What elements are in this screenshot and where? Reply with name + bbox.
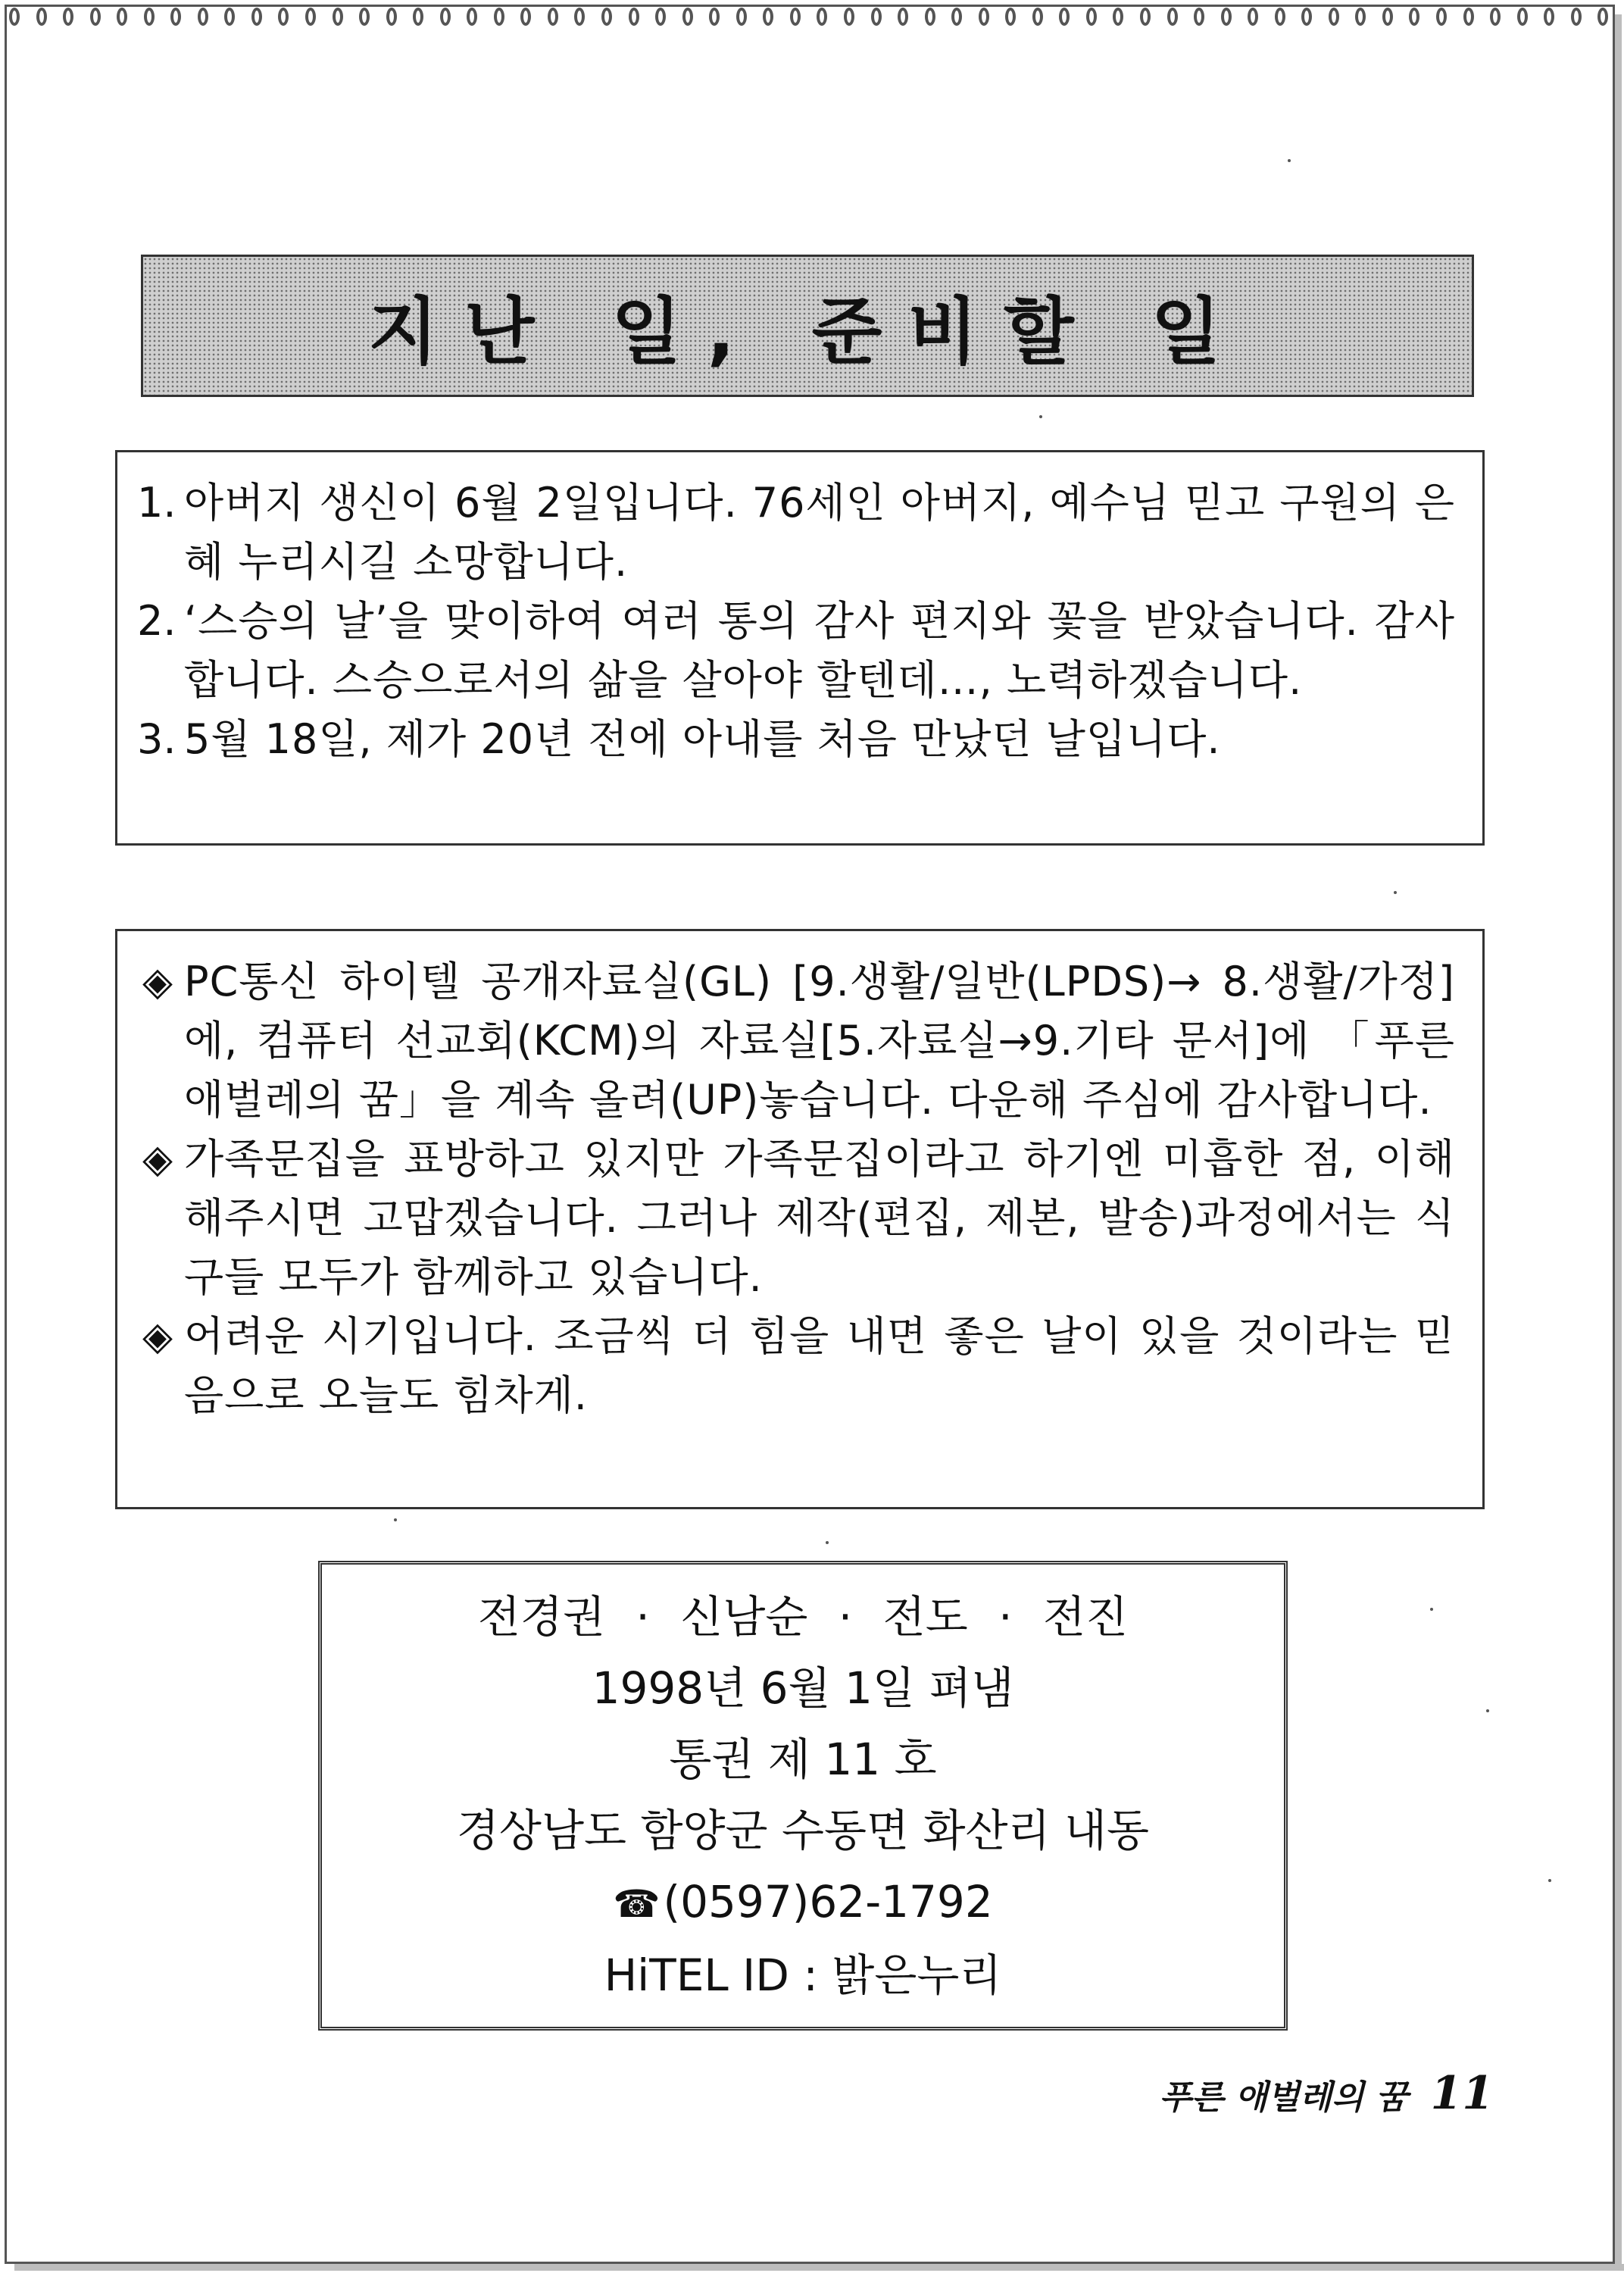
page-footer [1159,2067,1494,2120]
page-title: 지난 일, 준비할 일 [368,289,1247,374]
news-item-number: 1. [137,479,176,527]
binding-ring [467,8,477,26]
binding-ring [170,8,181,26]
publication-phone: (0597)62-1792 [663,1875,993,1928]
binding-ring [36,8,47,26]
binding-ring [844,8,854,26]
binding-ring [251,8,262,26]
scan-speck [1394,891,1397,894]
binding-ring [1544,8,1554,26]
binding-ring [1140,8,1151,26]
scan-speck [394,1518,397,1521]
diamond-bullet-icon: ◈ [142,1314,173,1359]
binding-ring [1463,8,1474,26]
binding-ring [278,8,289,26]
spiral-binding [9,3,1609,30]
binding-ring [1194,8,1204,26]
scan-speck [1039,415,1042,418]
binding-ring [1382,8,1393,26]
notice-item-text: PC통신 하이텔 공개자료실(GL) [9.생활/일반(LPDS)→ 8.생활/가정]에, 컴퓨터 선교회(KCM)의 자료실[5.자료실→9.기타 문서]에 「푸른 애벌레의 꿈」을 계속 올려(UP)놓습니다. 다운해 주심에 감사합니다. [184,958,1455,1124]
notice-item [131,1130,1455,1307]
news-box [115,450,1485,846]
binding-ring [1086,8,1097,26]
section-title-banner [141,255,1474,397]
news-item-text: ‘스승의 날’을 맞이하여 여러 통의 감사 편지와 꽃을 받았습니다. 감사합니다. 스승으로서의 삶을 살아야 할텐데…, 노력하겠습니다. [184,597,1455,704]
binding-ring [1221,8,1232,26]
binding-ring [305,8,316,26]
binding-ring [951,8,962,26]
binding-ring [117,8,127,26]
page-number: 11 [1430,2067,1494,2120]
publication-hitel-id: HiTEL ID : 밝은누리 [604,1949,1002,2001]
binding-ring [333,8,343,26]
scan-speck [1548,1879,1551,1882]
news-item-text: 아버지 생신이 6월 2일입니다. 76세인 아버지, 예수님 믿고 구원의 은혜 누리시길 소망합니다. [184,479,1455,586]
binding-ring [520,8,531,26]
publication-phone-line [613,1870,992,1936]
scan-speck [1486,1709,1489,1712]
binding-ring [925,8,935,26]
binding-ring [224,8,235,26]
publication-date: 1998년 6월 1일 펴냄 [592,1662,1014,1714]
binding-ring [1167,8,1178,26]
publication-issue: 통권 제 11 호 [669,1733,937,1785]
binding-ring [386,8,397,26]
footer-publication-title: 푸른 애벌레의 꿈 [1159,2078,1408,2117]
scan-speck [1430,1608,1433,1611]
binding-ring [629,8,639,26]
binding-ring [1301,8,1312,26]
scan-speck [1288,159,1291,162]
binding-ring [144,8,155,26]
binding-ring [198,8,208,26]
binding-ring [1517,8,1528,26]
notice-item-text: 어려운 시기입니다. 조금씩 더 힘을 내면 좋은 날이 있을 것이라는 믿음으로 오늘도 힘차게. [184,1312,1455,1419]
binding-ring [1329,8,1339,26]
telephone-icon: ☎ [613,1881,661,1926]
binding-ring [440,8,451,26]
notice-item-text: 가족문집을 표방하고 있지만 가족문집이라고 하기엔 미흡한 점, 이해해주시면 고맙겠습니다. 그러나 제작(편집, 제본, 발송)과정에서는 식구들 모두가 함께하고 있습니다. [184,1135,1455,1301]
binding-ring [548,8,558,26]
binding-ring [1490,8,1501,26]
publication-address: 경상남도 함양군 수동면 화산리 내동 [456,1804,1150,1856]
news-item-number: 2. [137,597,176,645]
notice-list [131,952,1455,1425]
publication-authors: 전경권 · 신남순 · 전도 · 전진 [477,1590,1129,1643]
news-list [137,474,1455,769]
diamond-bullet-icon: ◈ [142,1136,173,1182]
binding-ring [871,8,882,26]
notice-item [131,1307,1455,1425]
news-item-number: 3. [137,715,176,763]
binding-ring [817,8,827,26]
binding-ring [1032,8,1043,26]
news-item-text: 5월 18일, 제가 20년 전에 아내를 처음 만났던 날입니다. [184,715,1221,763]
binding-ring [790,8,801,26]
binding-ring [63,8,73,26]
notice-item [131,952,1455,1130]
notice-box [115,929,1485,1509]
binding-ring [655,8,666,26]
binding-ring [763,8,773,26]
binding-ring [1113,8,1123,26]
publication-info-box [318,1561,1288,2031]
binding-ring [90,8,101,26]
binding-ring [1409,8,1419,26]
scan-speck [826,1541,829,1544]
binding-ring [413,8,423,26]
binding-ring [1005,8,1016,26]
binding-ring [1355,8,1366,26]
binding-ring [682,8,693,26]
diamond-bullet-icon: ◈ [142,959,173,1005]
binding-ring [601,8,612,26]
binding-ring [574,8,585,26]
binding-ring [1571,8,1582,26]
binding-ring [736,8,747,26]
binding-ring [359,8,370,26]
news-item [137,474,1455,592]
binding-ring [1436,8,1447,26]
binding-ring [1275,8,1285,26]
news-item [137,710,1455,769]
binding-ring [898,8,908,26]
binding-ring [1597,8,1608,26]
binding-ring [1248,8,1258,26]
binding-ring [1059,8,1070,26]
binding-ring [979,8,989,26]
binding-ring [9,8,20,26]
news-item [137,592,1455,710]
binding-ring [494,8,504,26]
binding-ring [709,8,720,26]
